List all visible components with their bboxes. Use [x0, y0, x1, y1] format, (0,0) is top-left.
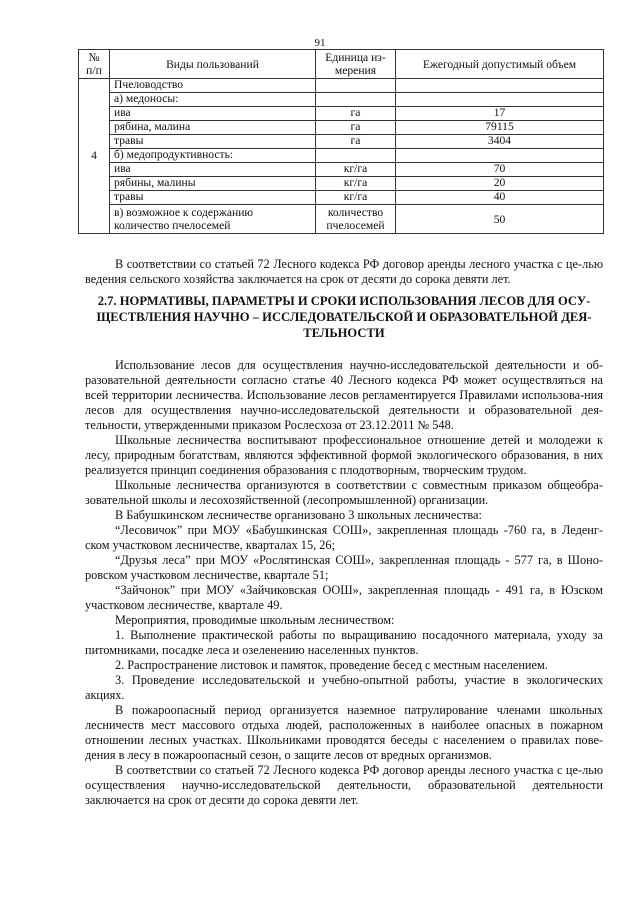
beekeeping-table: [78, 49, 604, 234]
paragraph: “Друзья леса” при МОУ «Рослятинская СОШ», закрепленная площадь - 577 га, в Шоно-ровском участковом лесничестве, квартале 51;: [85, 553, 603, 582]
unit-cell: количество пчелосемей: [316, 205, 396, 234]
table-row: [79, 163, 604, 177]
paragraph: Школьные лесничества воспитывают профессиональное отношение детей и молодежи к лесу, природным богатствам, являются эффективной формой экологического образования, в них реализуется принцип соединения образования с плодотворным, творческим трудом.: [85, 433, 603, 477]
unit-cell: [316, 149, 396, 163]
table-row: [79, 121, 604, 135]
paragraph: В соответствии со статьей 72 Лесного кодекса РФ договор аренды лесного участка с це-лью осуществления научно-исследовательской деятельности, образовательной деятельности заключается на срок от десяти до сорока девяти лет.: [85, 763, 603, 807]
value-cell: 3404: [396, 135, 604, 149]
usage-cell: травы: [110, 135, 316, 149]
unit-cell: [316, 93, 396, 107]
row-number-cell: 4: [79, 79, 110, 234]
paragraph: В соответствии со статьей 72 Лесного кодекса РФ договор аренды лесного участка с це-лью ведения сельского хозяйства заключается на срок от десяти до сорока девяти лет.: [85, 257, 603, 286]
usage-cell: рябины, малины: [110, 177, 316, 191]
value-cell: 70: [396, 163, 604, 177]
usage-cell: ива: [110, 163, 316, 177]
value-cell: 20: [396, 177, 604, 191]
usage-cell: б) медопродуктивность:: [110, 149, 316, 163]
value-cell: 79115: [396, 121, 604, 135]
value-cell: [396, 79, 604, 93]
usage-cell: рябина, малина: [110, 121, 316, 135]
unit-cell: кг/га: [316, 177, 396, 191]
unit-cell: кг/га: [316, 163, 396, 177]
paragraph: Мероприятия, проводимые школьным лесничеством:: [115, 613, 395, 627]
section-body: [85, 358, 603, 808]
value-cell: 40: [396, 191, 604, 205]
header-unit: Единица из-мерения: [316, 50, 396, 79]
paragraph: В Бабушкинском лесничестве организовано 3 школьных лесничества:: [115, 508, 482, 522]
paragraph: 2. Распространение листовок и памяток, проведение бесед с местным населением.: [115, 658, 548, 672]
usage-cell: травы: [110, 191, 316, 205]
paragraph: 1. Выполнение практической работы по выращиванию посадочного материала, уходу за питомниками, посадке леса и озеленению населенных пунктов.: [85, 628, 603, 657]
usage-cell: Пчеловодство: [110, 79, 316, 93]
unit-cell: [316, 79, 396, 93]
usage-cell: ива: [110, 107, 316, 121]
after-table-text: [85, 257, 603, 287]
table-row: [79, 93, 604, 107]
paragraph: Использование лесов для осуществления научно-исследовательской деятельности и об-разовательной деятельности согласно статье 40 Лесного кодекса РФ может осуществляться на всей территории лесничества. Использование лесов регламентируется Правилами использова-ния лесов для осуществления научно-исследовательской деятельности и образовательной дея-тельности, утвержденными приказом Рослесхоза от 23.12.2011 № 548.: [85, 358, 603, 432]
header-number: № п/п: [79, 50, 110, 79]
page-number: 91: [314, 37, 326, 49]
section-heading: 2.7. НОРМАТИВЫ, ПАРАМЕТРЫ И СРОКИ ИСПОЛЬЗОВАНИЯ ЛЕСОВ ДЛЯ ОСУ-ЩЕСТВЛЕНИЯ НАУЧНО – ИССЛЕДОВАТЕЛЬСКОЙ И ОБРАЗОВАТЕЛЬНОЙ ДЕЯ-ТЕЛЬНОСТИ: [96, 294, 592, 340]
table-row: [79, 79, 604, 93]
paragraph: 3. Проведение исследовательской и учебно-опытной работы, участие в экологических акциях.: [85, 673, 603, 702]
value-cell: [396, 149, 604, 163]
table-header-row: [79, 50, 604, 79]
paragraph: “Лесовичок” при МОУ «Бабушкинская СОШ», закрепленная площадь -760 га, в Леденг-ском участковом лесничестве, кварталах 15, 26;: [85, 523, 603, 552]
table-row: [79, 177, 604, 191]
unit-cell: кг/га: [316, 191, 396, 205]
header-usage-type: Виды пользований: [110, 50, 316, 79]
paragraph: В пожароопасный период организуется наземное патрулирование членами школьных лесничеств мест массового отдыха людей, расположенных в наиболее опасных в пожарном отношении лесных участках. Школьниками проводятся беседы с населением о правилах пове-дения в лесу в пожароопасный сезон, о защите лесов от вредных организмов.: [85, 703, 603, 762]
usage-cell: в) возможное к содержанию количество пчелосемей: [110, 205, 316, 234]
value-cell: [396, 93, 604, 107]
header-annual-volume: Ежегодный допустимый объем: [396, 50, 604, 79]
table-row: [79, 107, 604, 121]
paragraph: Школьные лесничества организуются в соответствии с совместным приказом общеобра-зовательной школы и лесохозяйственной (лесопромышленной) организации.: [85, 478, 603, 507]
table-row: [79, 191, 604, 205]
table-row: [79, 205, 604, 234]
table-row: [79, 149, 604, 163]
unit-cell: га: [316, 107, 396, 121]
value-cell: 17: [396, 107, 604, 121]
unit-cell: га: [316, 121, 396, 135]
table-row: [79, 135, 604, 149]
unit-cell: га: [316, 135, 396, 149]
usage-cell: а) медоносы:: [110, 93, 316, 107]
value-cell: 50: [396, 205, 604, 234]
paragraph: “Зайчонок” при МОУ «Зайчиковская ООШ», закрепленная площадь - 491 га, в Юзском участковом лесничестве, квартале 49.: [85, 583, 603, 612]
